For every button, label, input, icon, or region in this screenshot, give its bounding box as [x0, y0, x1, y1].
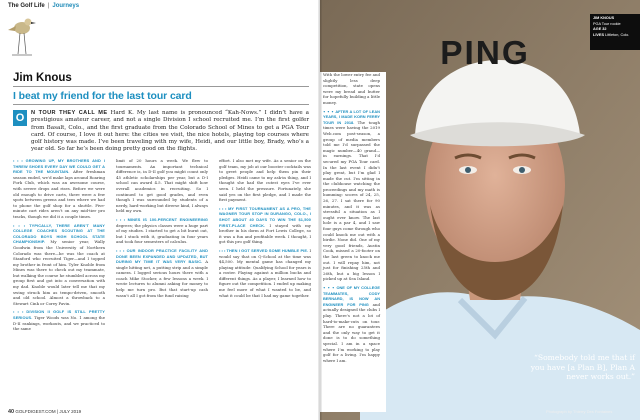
question-lead: DIVISION II GOLF IS STILL PRETTY SERIOUS. — [13, 309, 105, 321]
section-dots: • • • — [323, 108, 336, 114]
continuation-column — [320, 72, 386, 412]
paragraph-text: and actually designed the clubs I play. There’s not a lot of hard-to-make-cuts on tour. There are no guarantees and the only way to get it done is to do something special. I am in a space where I’m working to play golf for a living. I’m happy where I am. — [323, 301, 380, 363]
paragraph-text: effort. I also met my wife. As a senior on the golf team, my job at our booster cocktails was to greet people and help them pin their pledges. Heidi came to my ask-in thing, and I thought she had the cutest eyes I’ve ever seen. I held the pressure. Fortunately, she said yes on the first pledge, and I made the first payment. — [219, 158, 311, 203]
subsection-label: Journeys — [52, 3, 80, 9]
pull-quote: “Somebody told me that if you have [a Plan B], Plan A never works out.” — [530, 353, 635, 382]
section-dots: • • • — [116, 216, 128, 222]
paragraph-text: The tough times were having the 2019 Web.com post-season, a group of media members told me I’d surpassed the magic number—40 grand—in earnings. That I’d secured my PGA Tour card. In the last event I didn’t play great, but I’m glad I made the cut. I’m sitting in the clubhouse watching the proceedings and my math is humming: scores of 24, 25, 26, 27. I sat there for 90 minutes, and it was as stressful a situation as I ought ever know. The last hole is a par 4, and I saw four guys come through who could knock me out with a birdie. None did. One of my very good friends, Austin Cook, missed a 20-footer on the last green to knock me out. I will repay him, not just for finishing 25th and 26th, but a big lesson I picked up at Sea Island. — [323, 119, 380, 282]
section-header: The Golf Life | Journeys — [8, 3, 80, 9]
article-paragraph — [13, 223, 105, 307]
photo-credit: Photograph by Thierry Des Fontaines — [546, 409, 613, 414]
page-gutter — [318, 0, 322, 420]
intro-lead: N TOUR THEY CALL ME — [31, 110, 108, 116]
drop-cap: O — [13, 110, 27, 126]
article-paragraph — [219, 248, 311, 298]
paragraph-text: I would say that on Q-School at the time was $4,500. My mental game has changed my playing attitude: Qualifying School for years is a roster. Playing against a million bucks and different things. As a player, I learned how to figure out the competition. I ended up making me feel more of what I wanted to be, and what it could be that I had my game together. — [219, 247, 311, 298]
article-paragraph — [116, 158, 208, 214]
article-subject-name: Jim Knous — [13, 72, 72, 84]
paragraph-text: With the lower entry fee and slightly less deep competition, state opens were my bread and butter for hopefully building a little money. — [323, 72, 380, 105]
intro-paragraph — [31, 110, 309, 154]
right-page — [320, 0, 640, 420]
paragraph-text: After freshman season ended, we’d make laps around Roaring Fork Club, which was an awesome course, with severe drops and rises. Before we were old enough to drive carts, there were a few spots between greens and tees where we had to phone the golf shop for a shuttle. Five-minute cart rides aren’t on any mid-tier pro tracks, though we did it a couple times. — [13, 169, 106, 219]
article-column-2 — [116, 158, 208, 301]
paragraph-text: I stayed with my brother in his dorm at Fort Lewis College, so it was a fun and profitable week. I thought, I got this pro golf thing. — [219, 222, 312, 245]
paragraph-text: degrees; the physics classes were a huge part of my studies. I started to get a bit burnt out, but I stuck with it, graduating in four years and took four semesters of calculus. — [116, 222, 208, 245]
question-lead: THEN I GOT SERVED SOME HUMBLE PIE. — [226, 247, 310, 253]
question-lead: MINES IS 100-PERCENT ENGINEERING — [127, 216, 208, 222]
section-dots: • • • — [13, 158, 26, 163]
question-lead: OUR INDOOR PRACTICE FACILITY AND DONE BEEN EXPANDED AND UPDATED, BUT DURING MY TIME IT WAS VERY BASIC. — [116, 247, 208, 265]
section-dots: • • • — [116, 247, 127, 253]
page-folio: 40 GOLFDIGEST.COM | JULY 2019 — [8, 409, 82, 415]
section-dots: • • • — [13, 222, 30, 228]
info-name: JIM KNOUS — [593, 16, 615, 20]
svg-text:PING: PING — [440, 34, 530, 72]
intro-text: Hard K. My last name is pronounced “Kah-Nows.” I didn’t have a prestigious amateur career, and not a single Division I school recruited me. I’m the first golfer from Basalt, Colo., and the first graduate from the Colorado School of Mines to get a PGA Tour card. Of course, I love it out here: the cities we visit, the nice hotels, playing top courses where golf history was made. I’ve been traveling with my wife, Heidi, and our little boy, Brady, who’s a year old. So far he’s been doing pretty good on the flights. — [31, 110, 310, 153]
question-lead: AFTER A LOT OF LEAN YEARS, I MADE KORN FERRY TOUR IN 2018. — [323, 108, 380, 125]
question-lead: ONE OF MY COLLEGE TEAMMATES, CODY BERNARD, IS NOW AN ENGINEER FOR PING — [323, 284, 380, 307]
article-paragraph — [13, 158, 105, 220]
bird-illustration-icon — [6, 14, 36, 58]
question-lead: TYPICALLY, THERE AREN’T MANY COLLEGE COACHES SCOUTING AT THE COLORADO BOYS HIGH SCHOOL STATE CHAMPIONSHIP. — [13, 222, 105, 245]
section-dots: • • • — [219, 205, 229, 211]
paragraph-text: A single hitting net, a putting strip and a simple camera. I logged serious hours there with a coach Mike Stocker, a few lessons a week. I wrote lectures to alumni asking for money to help me turn pro. But that start-up cash wasn’t all I got from the fund raising — [116, 259, 208, 298]
section-label: The Golf Life — [8, 3, 45, 9]
info-age: AGE 32 — [593, 27, 607, 32]
section-dots: • • • — [219, 247, 227, 253]
article-paragraph — [219, 206, 311, 245]
info-status: PGA Tour rookie — [593, 21, 621, 26]
info-lives-label: LIVES — [593, 33, 604, 38]
section-dots: • • • — [13, 309, 27, 315]
section-dots: • • • — [323, 284, 337, 290]
publication-url: GOLFDIGEST.COM — [15, 409, 56, 414]
question-lead: MY FIRST TOURNAMENT AS A PRO, THE WAGNER TOUR STOP IN DURANGO, COLO., I SHOT ABOUT 40 DAYS TO WIN THE $1,500 FIRST-PLACE CHECK. — [219, 205, 311, 228]
article-paragraph — [323, 285, 380, 363]
article-column-1 — [13, 158, 105, 335]
divider — [13, 104, 309, 105]
info-lives-value: Littleton, Colo. — [605, 33, 630, 38]
paragraph-text: Tiger Woods was No. 1 among the D-II rankings, workouts, and we practiced to the same — [13, 315, 105, 332]
article-paragraph — [323, 72, 380, 106]
article-paragraph — [323, 109, 380, 282]
ping-logo-icon — [426, 32, 544, 72]
question-lead: GROWING UP, MY BROTHERS AND I THREW SHOES EVERY DAY WE COULD GET A RIDE TO THE MOUNTAIN. — [13, 158, 105, 175]
article-column-3 — [219, 158, 311, 301]
issue-date: JULY 2019 — [59, 409, 82, 414]
article-headline: I beat my friend for the last tour card — [13, 90, 192, 102]
article-paragraph — [219, 158, 311, 203]
page-number: 40 — [8, 409, 15, 415]
article-paragraph — [116, 217, 208, 245]
player-info-box — [590, 14, 640, 50]
paragraph-text: My senior year, Wally Goodwin from the University of Northern Colorado was there—he was the coach at Stanford who recruited Tiger—and I topped my brother in front of him. Tyler Knoble from Mines was there to check out my teammate, but walking the course he stumbled across my group first and got into a conversation with my dad. Knoble would later tell me that my swing struck him as tempo-driven, smooth and old school. Almost a throwback to a Stewart Cink or Corey Pavin. — [13, 239, 105, 306]
divider — [13, 86, 309, 87]
paragraph-text: limit of 20 hours a week. We flew to tournaments. An important technical difference is, in D-II golf you might count only 45 athletic scholarships per year, but a D-I school can award 4.5. That might shift how overall academics in recruiting. So I continued to get good grades, and even though I was surrounded by students of a nerdy, hard-working but diverse kind, I always held my own. — [116, 158, 208, 214]
article-paragraph — [116, 248, 208, 298]
article-paragraph — [13, 309, 105, 331]
